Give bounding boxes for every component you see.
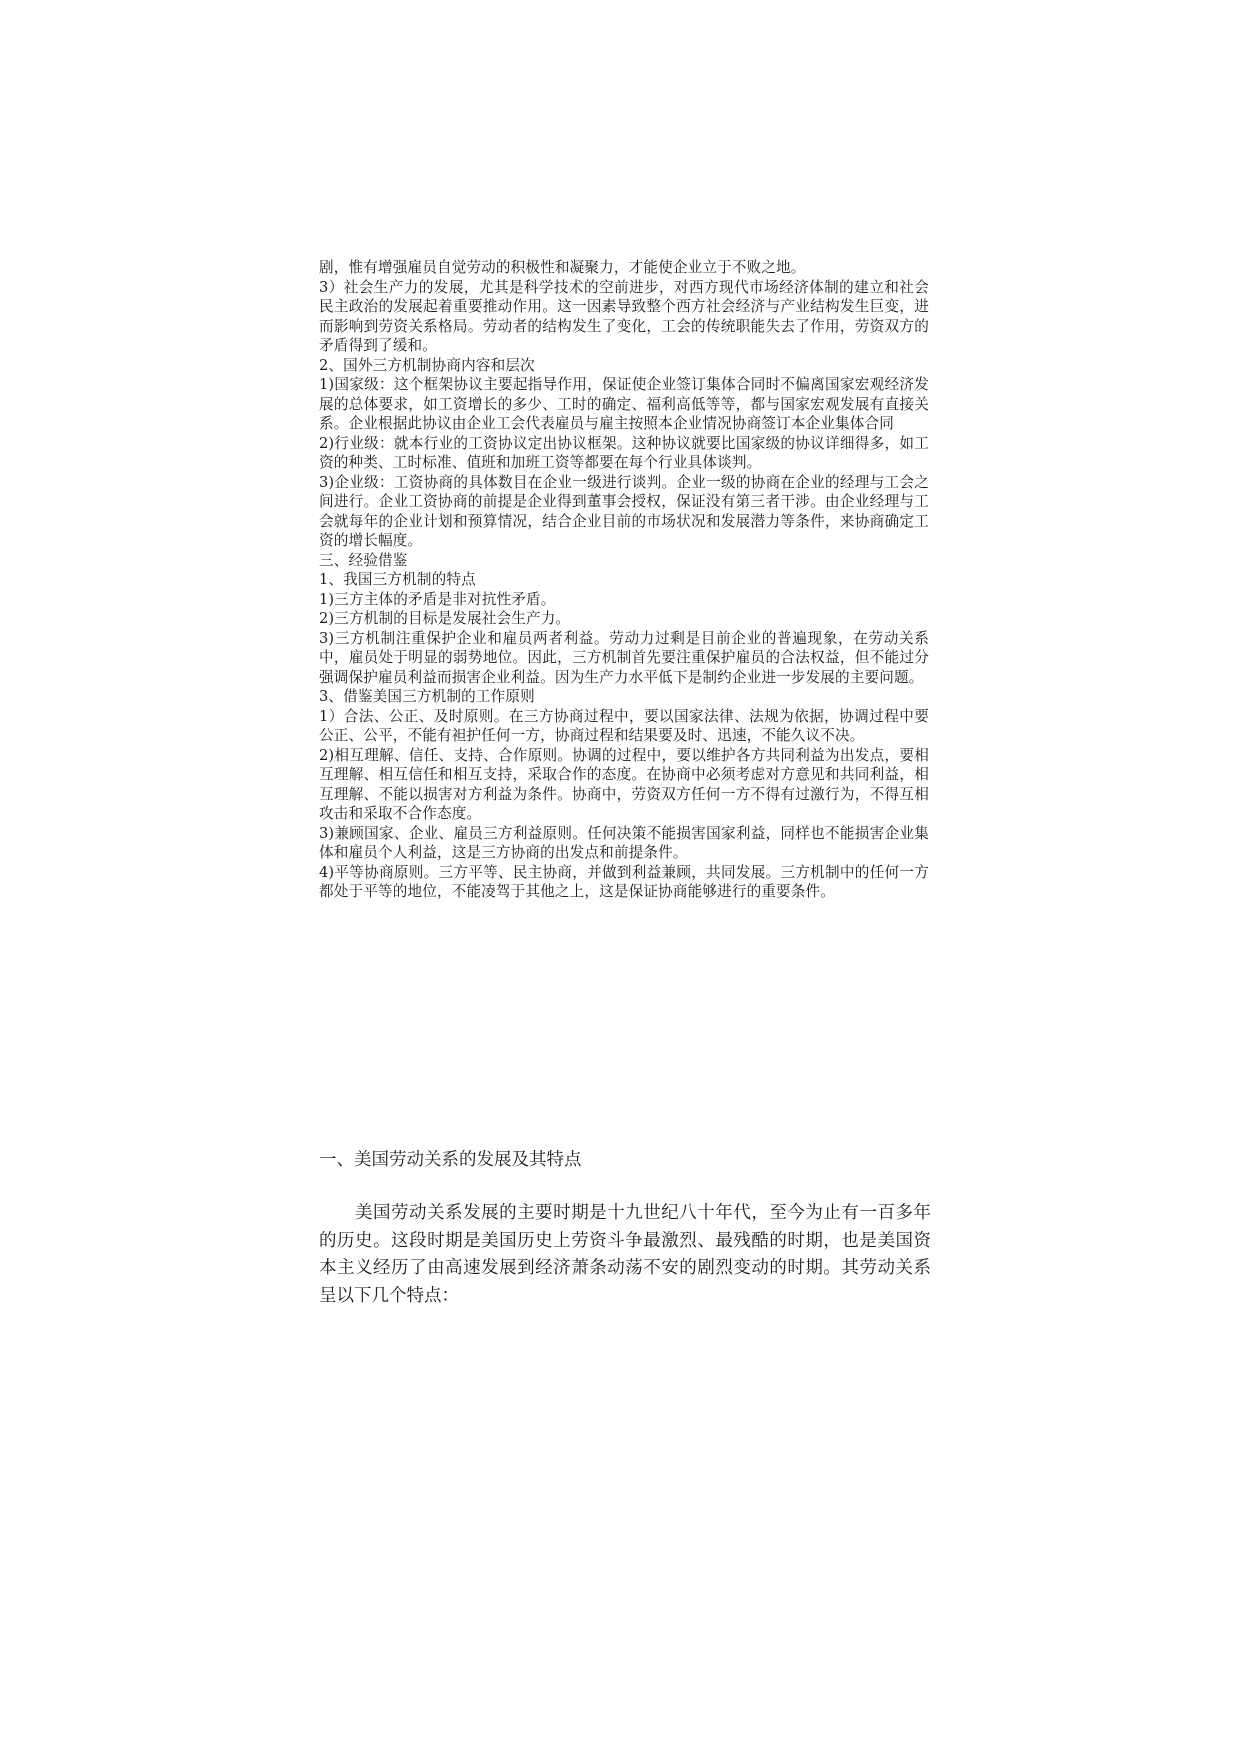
text-paragraph: 2)行业级：就本行业的工资协议定出协议框架。这种协议就要比国家级的协议详细得多，如工资的种类、工时标准、值班和加班工资等都要在每个行业具体谈判。 (319, 434, 929, 471)
list-item: 4)平等协商原则。三方平等、民主协商，并做到利益兼顾，共同发展。三方机制中的任何一方都处于平等的地位，不能凌驾于其他之上，这是保证协商能够进行的重要条件。 (319, 863, 929, 900)
document-text-block (319, 258, 929, 902)
text-paragraph: 1)国家级：这个框架协议主要起指导作用，保证使企业签订集体合同时不偏离国家宏观经济发展的总体要求，如工资增长的多少、工时的确定、福利高低等等，都与国家宏观发展有直接关系。企业根据此协议由企业工会代表雇员与雇主按照本企业情况协商签订本企业集体合同 (319, 376, 929, 432)
list-item: 2)三方机制的目标是发展社会生产力。 (319, 610, 571, 627)
list-item: 3)三方机制注重保护企业和雇员两者利益。劳动力过剩是目前企业的普遍现象，在劳动关系中，雇员处于明显的弱势地位。因此，三方机制首先要注重保护雇员的合法权益，但不能过分强调保护雇员利益而损害企业利益。因为生产力水平低下是制约企业进一步发展的主要问题。 (319, 629, 929, 686)
text-paragraph: 3)企业级：工资协商的具体数目在企业一级进行谈判。企业一级的协商在企业的经理与工会之间进行。企业工资协商的前提是企业得到董事会授权，保证没有第三者干涉。由企业经理与工会就每年的企业计划和预算情况，结合企业目前的市场状况和发展潜力等条件，来协商确定工资的增长幅度。 (319, 473, 929, 549)
section-heading: 三、经验借鉴 (319, 551, 408, 569)
document-section (319, 1148, 931, 1310)
list-item: 2)相互理解、信任、支持、合作原则。协调的过程中，要以维护各方共同利益为出发点，要相互理解、相互信任和相互支持，采取合作的态度。在协商中必须考虑对方意见和共同利益，相互理解、不能以损害对方利益为条件。协商中，劳资双方任何一方不得有过激行为，不得互相攻击和采取不合作态度。 (319, 746, 929, 822)
section-title: 一、美国劳动关系的发展及其特点 (319, 1150, 582, 1170)
section-subheading: 3、借鉴美国三方机制的工作原则 (319, 688, 535, 705)
section-subheading: 1、我国三方机制的特点 (319, 571, 476, 588)
list-item: 1)三方主体的矛盾是非对抗性矛盾。 (319, 590, 556, 608)
section-subheading: 2、国外三方机制协商内容和层次 (319, 356, 535, 374)
text-paragraph: 3）社会生产力的发展，尤其是科学技术的空前进步，对西方现代市场经济体制的建立和社会民主政治的发展起着重要推动作用。这一因素导致整个西方社会经济与产业结构发生巨变，进而影响到劳资关系格局。劳动者的结构发生了变化，工会的传统职能失去了作用，劳资双方的矛盾得到了缓和。 (319, 278, 929, 354)
text-paragraph: 剧，惟有增强雇员自觉劳动的积极性和凝聚力，才能使企业立于不败之地。 (319, 259, 806, 276)
list-item: 1）合法、公正、及时原则。在三方协商过程中，要以国家法律、法规为依据，协调过程中要公正、公平，不能有袒护任何一方，协商过程和结果要及时、迅速，不能久议不决。 (319, 707, 929, 744)
list-item: 3)兼顾国家、企业、雇员三方利益原则。任何决策不能损害国家利益，同样也不能损害企业集体和雇员个人利益，这是三方协商的出发点和前提条件。 (319, 824, 929, 861)
body-paragraph: 美国劳动关系发展的主要时期是十九世纪八十年代，至今为止有一百多年的历史。这段时期是美国历史上劳资斗争最激烈、最残酷的时期，也是美国资本主义经历了由高速发展到经济萧条动荡不安的剧烈变动的时期。其劳动关系呈以下几个特点： (319, 1203, 931, 1306)
